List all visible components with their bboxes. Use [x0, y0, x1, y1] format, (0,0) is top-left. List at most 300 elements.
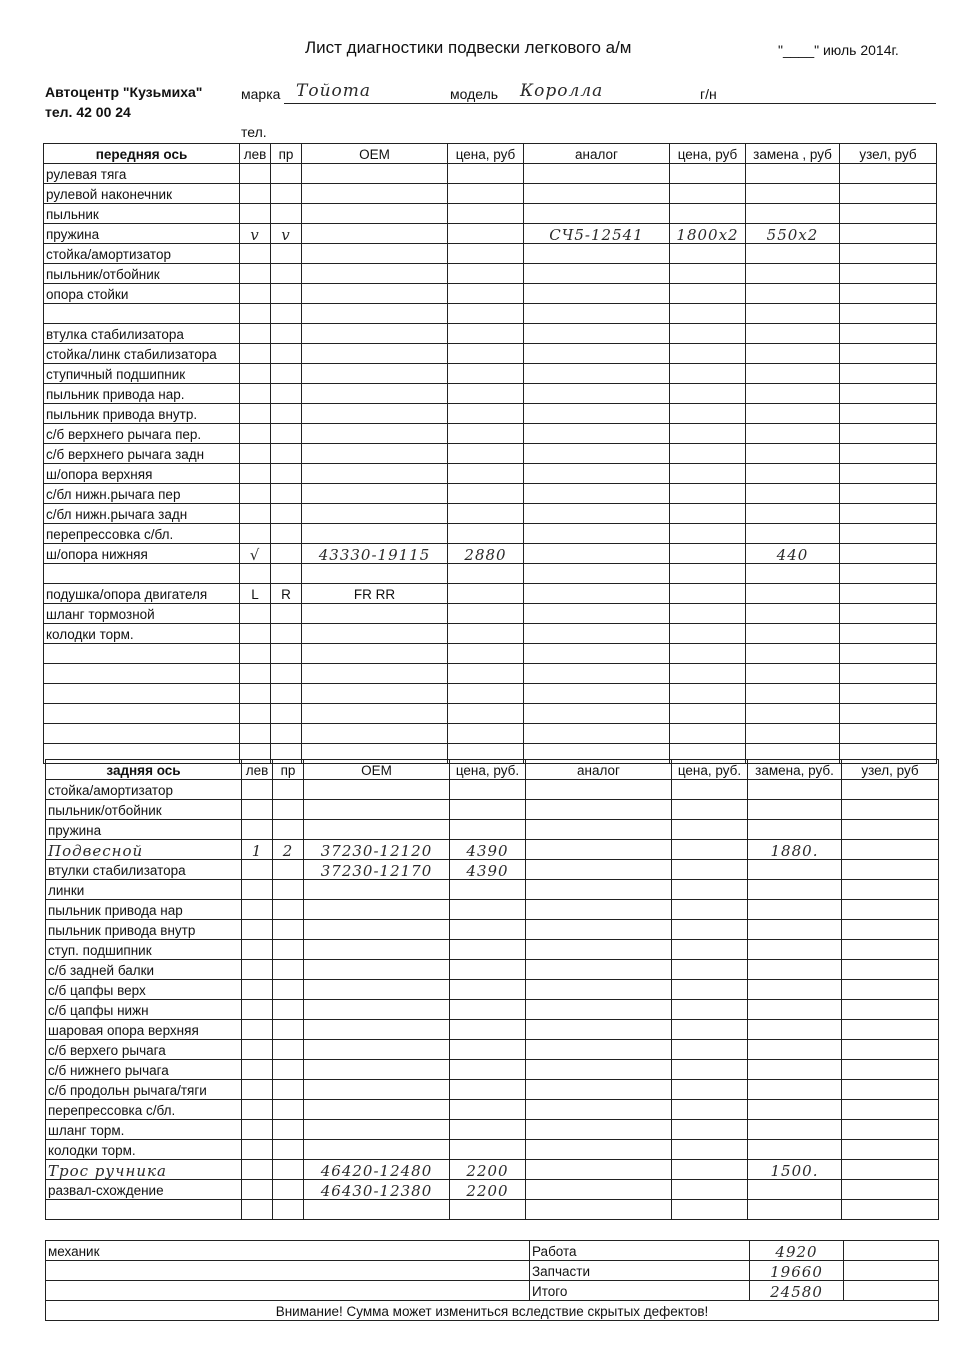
front-cell: [240, 324, 271, 344]
front-cell: [302, 204, 448, 224]
front-cell: [524, 724, 670, 744]
front-cell: [302, 284, 448, 304]
front-cell: [524, 464, 670, 484]
table-row: [46, 1040, 939, 1060]
table-row: [46, 1160, 939, 1180]
front-cell: 43330-19115: [302, 544, 448, 564]
rear-row-label: [46, 1200, 242, 1220]
front-row-label: с/б верхнего рычага задн: [44, 444, 240, 464]
rear-cell: [842, 1060, 939, 1080]
table-row: [46, 1020, 939, 1040]
rear-row-label: с/б продольн рычага/тяги: [46, 1080, 242, 1100]
front-cell: [448, 324, 524, 344]
front-cell: [240, 184, 271, 204]
front-cell: [448, 284, 524, 304]
total-label: Итого: [530, 1281, 750, 1301]
front-cell: [302, 484, 448, 504]
front-cell: [524, 284, 670, 304]
front-cell: [840, 464, 937, 484]
rear-cell: [273, 1160, 304, 1180]
front-cell: [302, 244, 448, 264]
rear-cell: [672, 780, 748, 800]
rear-cell: [304, 880, 450, 900]
front-cell: [271, 244, 302, 264]
front-cell: [524, 264, 670, 284]
rear-cell: [273, 1020, 304, 1040]
table-row: [44, 564, 937, 584]
front-cell: [448, 444, 524, 464]
front-cell: [302, 624, 448, 644]
rear-cell: [672, 800, 748, 820]
rear-cell: [450, 800, 526, 820]
brand-value: Тойота: [296, 81, 372, 101]
rear-cell: [273, 1200, 304, 1220]
rear-cell: [273, 980, 304, 1000]
rear-row-label: пыльник привода внутр: [46, 920, 242, 940]
rear-cell: [304, 900, 450, 920]
front-cell: [670, 404, 746, 424]
rear-cell: [242, 960, 273, 980]
rear-cell: [242, 1140, 273, 1160]
rear-cell: [304, 800, 450, 820]
front-cell: [448, 464, 524, 484]
rear-cell: [526, 1040, 672, 1060]
front-cell: [302, 324, 448, 344]
front-row-label: [44, 664, 240, 684]
front-cell: [448, 504, 524, 524]
rear-cell: [450, 1120, 526, 1140]
table-row: [44, 224, 937, 244]
company-phone: тел. 42 00 24: [45, 104, 131, 120]
front-cell: [524, 624, 670, 644]
rear-cell: [273, 820, 304, 840]
front-cell: [746, 444, 840, 464]
rear-cell: [748, 860, 842, 880]
front-cell: [240, 604, 271, 624]
front-cell: [448, 164, 524, 184]
front-cell: [240, 364, 271, 384]
front-cell: v: [271, 224, 302, 244]
rear-cell: [273, 1060, 304, 1080]
rear-cell: [526, 1140, 672, 1160]
front-cell: [670, 164, 746, 184]
rear-cell: [273, 1180, 304, 1200]
front-cell: [240, 704, 271, 724]
front-cell: [302, 464, 448, 484]
front-cell: [840, 524, 937, 544]
table-row: [44, 644, 937, 664]
rear-row-label: с/б задней балки: [46, 960, 242, 980]
front-row-label: ш/опора нижняя: [44, 544, 240, 564]
rear-cell: [842, 1200, 939, 1220]
rear-cell: 37230-12170: [304, 860, 450, 880]
rear-cell: [672, 940, 748, 960]
front-cell: [448, 624, 524, 644]
rear-cell: [450, 820, 526, 840]
rear-cell: [242, 920, 273, 940]
front-cell: v: [240, 224, 271, 244]
front-header-row: [44, 144, 937, 164]
rear-cell: [273, 860, 304, 880]
rear-cell: [672, 1180, 748, 1200]
front-cell: [670, 564, 746, 584]
rear-cell: [304, 1040, 450, 1060]
front-cell: [271, 464, 302, 484]
rear-cell: [748, 820, 842, 840]
table-row: [46, 900, 939, 920]
front-cell: [271, 304, 302, 324]
rear-cell: [842, 860, 939, 880]
summary-blank-1: [844, 1241, 939, 1261]
front-cell: [524, 504, 670, 524]
front-cell: [240, 664, 271, 684]
rear-cell: 2200: [450, 1160, 526, 1180]
front-cell: [448, 724, 524, 744]
front-cell: [240, 524, 271, 544]
rear-cell: [242, 1200, 273, 1220]
front-cell: [670, 644, 746, 664]
front-cell: [448, 264, 524, 284]
front-cell: [240, 484, 271, 504]
header-underline: [284, 103, 936, 104]
rear-header-cell: цена, руб.: [672, 760, 748, 780]
front-cell: [271, 684, 302, 704]
front-row-label: пружина: [44, 224, 240, 244]
front-cell: СЧ5-12541: [524, 224, 670, 244]
front-cell: [746, 644, 840, 664]
front-cell: [302, 564, 448, 584]
front-cell: [240, 564, 271, 584]
front-cell: [524, 684, 670, 704]
front-cell: 1800x2: [670, 224, 746, 244]
front-cell: [271, 284, 302, 304]
rear-cell: [526, 1080, 672, 1100]
front-cell: [840, 484, 937, 504]
rear-cell: [304, 1120, 450, 1140]
rear-cell: 46420-12480: [304, 1160, 450, 1180]
rear-row-label: стойка/амортизатор: [46, 780, 242, 800]
work-value: 4920: [750, 1241, 844, 1261]
rear-cell: [748, 980, 842, 1000]
rear-header-cell: узел, руб: [842, 760, 939, 780]
table-row: [46, 880, 939, 900]
front-cell: [840, 724, 937, 744]
rear-cell: [672, 1160, 748, 1180]
summary-blank-4: [46, 1281, 530, 1301]
front-cell: [524, 524, 670, 544]
rear-cell: [304, 1020, 450, 1040]
front-cell: [302, 444, 448, 464]
rear-cell: [304, 980, 450, 1000]
rear-cell: [748, 960, 842, 980]
front-cell: [840, 644, 937, 664]
front-cell: [240, 264, 271, 284]
rear-cell: [450, 980, 526, 1000]
rear-cell: [526, 840, 672, 860]
front-cell: [840, 164, 937, 184]
front-cell: [271, 164, 302, 184]
front-cell: [670, 604, 746, 624]
table-row: [44, 184, 937, 204]
rear-row-label: с/б цапфы нижн: [46, 1000, 242, 1020]
front-cell: [840, 264, 937, 284]
front-row-label: пыльник привода внутр.: [44, 404, 240, 424]
rear-cell: [842, 780, 939, 800]
rear-cell: [450, 960, 526, 980]
front-cell: [670, 544, 746, 564]
front-cell: [302, 524, 448, 544]
rear-cell: [273, 780, 304, 800]
front-cell: [746, 204, 840, 224]
rear-cell: [304, 920, 450, 940]
front-cell: [302, 644, 448, 664]
rear-cell: [842, 920, 939, 940]
rear-cell: 1: [242, 840, 273, 860]
summary-table: [45, 1240, 939, 1321]
front-cell: [840, 664, 937, 684]
parts-value: 19660: [750, 1261, 844, 1281]
front-cell: [746, 304, 840, 324]
rear-header-cell: аналог: [526, 760, 672, 780]
front-cell: [302, 304, 448, 324]
table-row: [44, 444, 937, 464]
rear-cell: [273, 1140, 304, 1160]
rear-cell: [450, 880, 526, 900]
front-cell: [746, 504, 840, 524]
rear-cell: [304, 780, 450, 800]
front-cell: [524, 564, 670, 584]
rear-cell: [242, 800, 273, 820]
front-cell: [524, 164, 670, 184]
front-cell: [840, 404, 937, 424]
rear-cell: [242, 820, 273, 840]
rear-cell: [526, 800, 672, 820]
rear-cell: 2200: [450, 1180, 526, 1200]
front-cell: [240, 304, 271, 324]
front-cell: [271, 664, 302, 684]
table-row: [46, 920, 939, 940]
rear-cell: [273, 940, 304, 960]
front-row-label: ступичный подшипник: [44, 364, 240, 384]
rear-cell: [304, 1140, 450, 1160]
front-cell: [840, 284, 937, 304]
front-cell: [271, 604, 302, 624]
front-cell: [271, 424, 302, 444]
rear-cell: [450, 780, 526, 800]
front-cell: [670, 464, 746, 484]
front-header-cell: цена, руб: [448, 144, 524, 164]
front-cell: [746, 524, 840, 544]
rear-cell: [748, 940, 842, 960]
rear-cell: [273, 960, 304, 980]
rear-cell: [242, 880, 273, 900]
front-cell: [302, 164, 448, 184]
table-row: [44, 684, 937, 704]
rear-cell: [526, 1200, 672, 1220]
front-cell: [840, 424, 937, 444]
rear-row-label: втулки стабилизатора: [46, 860, 242, 880]
rear-cell: 1500.: [748, 1160, 842, 1180]
table-row: [44, 544, 937, 564]
table-row: [46, 1140, 939, 1160]
total-value: 24580: [750, 1281, 844, 1301]
front-row-label: [44, 724, 240, 744]
rear-header-cell: лев: [242, 760, 273, 780]
front-row-label: ш/опора верхняя: [44, 464, 240, 484]
rear-cell: [450, 900, 526, 920]
rear-cell: [842, 1140, 939, 1160]
front-row-label: перепрессовка с/бл.: [44, 524, 240, 544]
rear-row-label: развал-схождение: [46, 1180, 242, 1200]
front-cell: [840, 624, 937, 644]
front-cell: [271, 524, 302, 544]
front-cell: [746, 244, 840, 264]
rear-cell: 46430-12380: [304, 1180, 450, 1200]
front-cell: [448, 684, 524, 704]
summary-blank-5: [844, 1281, 939, 1301]
front-cell: [271, 184, 302, 204]
rear-cell: [526, 880, 672, 900]
notice: Внимание! Сумма может измениться вследствие скрытых дефектов!: [46, 1301, 939, 1321]
front-cell: [524, 304, 670, 324]
front-cell: [840, 444, 937, 464]
rear-cell: [304, 1100, 450, 1120]
rear-cell: [842, 1020, 939, 1040]
front-cell: [524, 404, 670, 424]
table-row: [44, 484, 937, 504]
front-cell: [746, 164, 840, 184]
front-cell: [302, 504, 448, 524]
front-cell: [448, 424, 524, 444]
front-row-label: шланг тормозной: [44, 604, 240, 624]
rear-cell: [672, 960, 748, 980]
front-cell: [670, 624, 746, 644]
rear-cell: [526, 1180, 672, 1200]
rear-cell: [242, 1180, 273, 1200]
front-cell: [271, 264, 302, 284]
front-row-label: стойка/линк стабилизатора: [44, 344, 240, 364]
rear-cell: [242, 1000, 273, 1020]
table-row: [44, 284, 937, 304]
plate-label: г/н: [700, 86, 717, 102]
rear-cell: [672, 1080, 748, 1100]
rear-cell: [748, 1140, 842, 1160]
front-cell: [670, 524, 746, 544]
rear-cell: [842, 1000, 939, 1020]
rear-cell: [273, 800, 304, 820]
front-cell: [746, 684, 840, 704]
front-cell: [271, 704, 302, 724]
rear-row-label: с/б нижнего рычага: [46, 1060, 242, 1080]
rear-cell: [748, 1120, 842, 1140]
rear-cell: [672, 1120, 748, 1140]
front-cell: [271, 204, 302, 224]
rear-cell: [242, 1080, 273, 1100]
rear-cell: [672, 1100, 748, 1120]
front-cell: [448, 384, 524, 404]
front-cell: [524, 444, 670, 464]
front-cell: [670, 684, 746, 704]
front-cell: [670, 284, 746, 304]
rear-cell: [450, 1200, 526, 1220]
rear-cell: [842, 840, 939, 860]
front-cell: [302, 704, 448, 724]
table-row: [46, 1180, 939, 1200]
front-cell: [524, 704, 670, 724]
rear-cell: [748, 1060, 842, 1080]
front-cell: [240, 624, 271, 644]
rear-cell: [748, 780, 842, 800]
front-cell: [840, 684, 937, 704]
rear-cell: [450, 1040, 526, 1060]
front-cell: [448, 704, 524, 724]
rear-cell: [526, 920, 672, 940]
front-cell: [448, 204, 524, 224]
front-cell: [840, 604, 937, 624]
front-cell: [524, 384, 670, 404]
front-cell: [746, 424, 840, 444]
front-cell: [746, 724, 840, 744]
front-cell: [670, 424, 746, 444]
front-row-label: с/бл нижн.рычага пер: [44, 484, 240, 504]
rear-cell: [450, 1140, 526, 1160]
rear-cell: [672, 880, 748, 900]
rear-cell: [672, 1060, 748, 1080]
rear-cell: [748, 800, 842, 820]
front-cell: [524, 244, 670, 264]
rear-cell: [242, 900, 273, 920]
front-cell: [524, 424, 670, 444]
table-row: [46, 1200, 939, 1220]
front-cell: [240, 404, 271, 424]
rear-cell: [242, 980, 273, 1000]
table-row: [46, 1100, 939, 1120]
rear-cell: [842, 1040, 939, 1060]
front-row-label: колодки торм.: [44, 624, 240, 644]
front-cell: [746, 484, 840, 504]
rear-cell: [273, 1080, 304, 1100]
front-cell: [746, 324, 840, 344]
table-row: [46, 780, 939, 800]
front-cell: [448, 184, 524, 204]
rear-cell: [273, 1000, 304, 1020]
rear-cell: [273, 1040, 304, 1060]
front-cell: [840, 204, 937, 224]
rear-cell: [304, 940, 450, 960]
front-cell: [840, 304, 937, 324]
rear-cell: [526, 900, 672, 920]
front-cell: [670, 264, 746, 284]
rear-cell: [242, 1020, 273, 1040]
front-header-cell: узел, руб: [840, 144, 937, 164]
rear-cell: [842, 880, 939, 900]
rear-cell: [273, 920, 304, 940]
front-cell: [840, 704, 937, 724]
front-cell: [448, 524, 524, 544]
rear-cell: [672, 1140, 748, 1160]
rear-cell: [242, 1120, 273, 1140]
front-row-label: пыльник: [44, 204, 240, 224]
front-cell: [524, 184, 670, 204]
front-cell: [240, 444, 271, 464]
front-cell: [271, 344, 302, 364]
front-row-label: рулевой наконечник: [44, 184, 240, 204]
rear-cell: [672, 900, 748, 920]
front-cell: [240, 644, 271, 664]
rear-header-cell: цена, руб.: [450, 760, 526, 780]
front-cell: [746, 344, 840, 364]
front-cell: [670, 204, 746, 224]
